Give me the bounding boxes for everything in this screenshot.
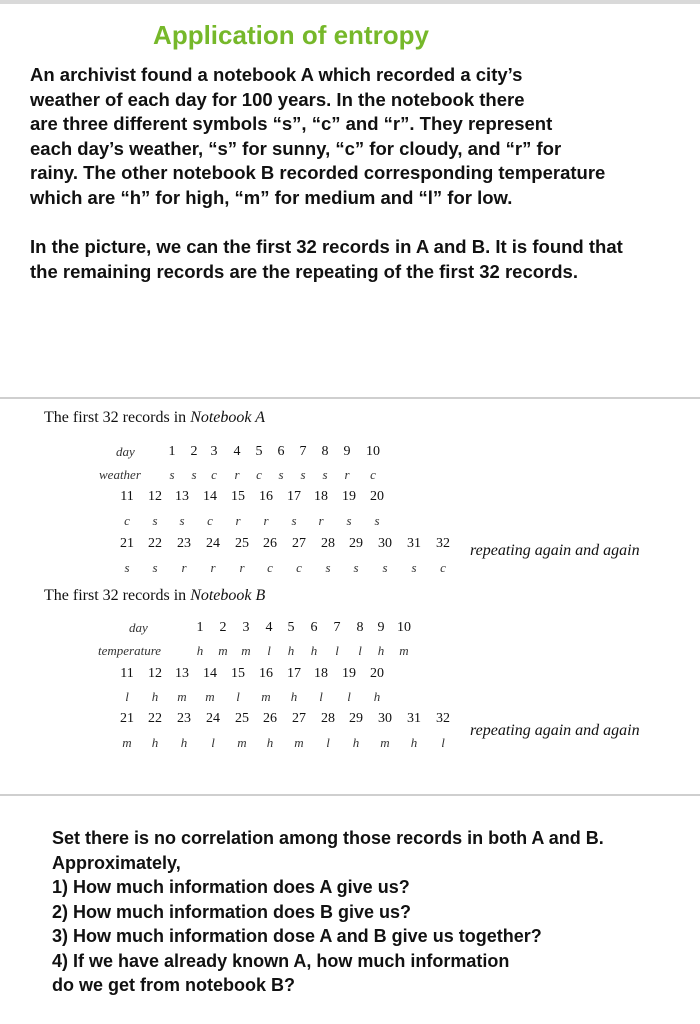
day-cell: 14	[203, 489, 217, 504]
day-cell: 27	[292, 536, 306, 551]
day-cell: 15	[231, 489, 245, 504]
weather-cell: s	[191, 467, 197, 482]
day-cell: 11	[120, 489, 134, 504]
temperature-cell: l	[441, 735, 445, 750]
day-cell: 11	[120, 666, 134, 681]
intro-line: An archivist found a notebook A which recorded a city’s	[30, 64, 523, 85]
day-cell: 30	[378, 711, 392, 726]
day-cell: 4	[265, 620, 273, 635]
day-cell: 26	[263, 536, 277, 551]
day-cell: 10	[397, 620, 411, 635]
temperature-cell: m	[122, 735, 132, 750]
day-label: day	[129, 620, 148, 635]
temperature-cell: h	[196, 643, 204, 658]
temperature-cell: m	[241, 643, 251, 658]
day-cell: 8	[321, 444, 329, 459]
day-cell: 10	[366, 444, 380, 459]
heading-notebook-name: Notebook B	[190, 587, 266, 604]
temperature-cell: l	[335, 643, 339, 658]
day-cell: 12	[148, 666, 162, 681]
day-cell: 2	[219, 620, 227, 635]
day-cell: 22	[148, 711, 162, 726]
day-cell: 12	[148, 489, 162, 504]
temperature-cell: h	[287, 643, 295, 658]
day-cell: 21	[120, 536, 134, 551]
questions-block	[52, 826, 604, 998]
temperature-cell: l	[211, 735, 215, 750]
day-cell: 19	[342, 666, 356, 681]
temperature-cell: m	[218, 643, 228, 658]
day-cell: 29	[349, 536, 363, 551]
temperature-cell: h	[180, 735, 188, 750]
weather-cell: s	[353, 560, 359, 575]
weather-cell: c	[370, 467, 376, 482]
weather-cell: r	[318, 513, 324, 528]
temperature-label: temperature	[98, 643, 162, 658]
day-cell: 27	[292, 711, 306, 726]
day-cell: 31	[407, 711, 421, 726]
temperature-cell: h	[310, 643, 318, 658]
day-label: day	[116, 444, 135, 459]
day-cell: 5	[287, 620, 295, 635]
weather-cell: s	[300, 467, 306, 482]
day-cell: 2	[190, 444, 198, 459]
question-line: Approximately,	[52, 852, 181, 873]
intro-line: which are “h” for high, “m” for medium and “l” for low.	[30, 186, 513, 208]
weather-cell: r	[239, 560, 245, 575]
weather-cell: c	[207, 513, 213, 528]
top-border	[0, 0, 700, 4]
weather-cell: s	[411, 560, 417, 575]
day-cell: 30	[378, 536, 392, 551]
day-cell: 7	[299, 444, 307, 459]
day-cell: 4	[233, 444, 241, 459]
day-cell: 7	[333, 620, 341, 635]
weather-label: weather	[99, 467, 141, 482]
temperature-cell: l	[347, 689, 351, 704]
weather-cell: s	[179, 513, 185, 528]
day-cell: 13	[175, 489, 189, 504]
temperature-cell: h	[373, 689, 381, 704]
day-cell: 8	[356, 620, 364, 635]
question-line: do we get from notebook B?	[52, 975, 295, 995]
day-cell: 17	[287, 666, 301, 681]
day-cell: 32	[436, 711, 450, 726]
day-cell: 6	[310, 620, 318, 635]
temperature-cell: m	[380, 735, 390, 750]
day-cell: 17	[287, 489, 301, 504]
weather-cell: r	[234, 467, 240, 482]
temperature-cell: l	[236, 689, 240, 704]
intro2-line: the remaining records are the repeating of the first 32 records.	[30, 260, 578, 282]
question-line: 2) How much information does B give us?	[52, 901, 412, 922]
weather-cell: s	[346, 513, 352, 528]
day-cell: 6	[277, 444, 285, 459]
day-cell: 18	[314, 666, 328, 681]
day-cell: 3	[242, 620, 250, 635]
temperature-cell: m	[399, 643, 409, 658]
intro-line: are three different symbols “s”, “c” and “r”. They represent	[30, 113, 553, 134]
temperature-cell: m	[237, 735, 247, 750]
temperature-cell: l	[326, 735, 330, 750]
divider	[0, 794, 700, 796]
weather-cell: s	[278, 467, 284, 482]
weather-cell: s	[325, 560, 331, 575]
day-cell: 21	[120, 711, 134, 726]
intro2-line: In the picture, we can the first 32 records in A and B. It is found that	[30, 236, 623, 257]
weather-cell: s	[152, 513, 158, 528]
temperature-cell: m	[294, 735, 304, 750]
heading-prefix: The first 32 records in	[44, 409, 191, 426]
day-cell: 9	[377, 620, 385, 635]
intro-paragraph	[30, 63, 605, 210]
day-cell: 29	[349, 711, 363, 726]
day-cell: 14	[203, 666, 217, 681]
picture-paragraph	[30, 235, 623, 284]
day-cell: 13	[175, 666, 189, 681]
day-cell: 3	[210, 444, 218, 459]
temperature-cell: m	[177, 689, 187, 704]
repeating-note-a: repeating again and again	[470, 542, 640, 559]
weather-cell: r	[181, 560, 187, 575]
heading-notebook-name: Notebook A	[190, 409, 265, 426]
question-line: 4) If we have already known A, how much information	[52, 950, 510, 971]
heading-prefix: The first 32 records in	[44, 587, 191, 604]
weather-cell: s	[124, 560, 130, 575]
day-cell: 25	[235, 711, 249, 726]
temperature-cell: l	[267, 643, 271, 658]
temperature-cell: l	[358, 643, 362, 658]
day-cell: 20	[370, 666, 384, 681]
day-cell: 18	[314, 489, 328, 504]
day-cell: 5	[255, 444, 263, 459]
weather-cell: s	[152, 560, 158, 575]
question-line: Set there is no correlation among those records in both A and B.	[52, 828, 604, 848]
temperature-cell: h	[266, 735, 274, 750]
day-cell: 15	[231, 666, 245, 681]
day-cell: 9	[343, 444, 351, 459]
notebook-a-heading	[44, 409, 265, 427]
day-cell: 24	[206, 536, 220, 551]
temperature-cell: h	[151, 735, 159, 750]
day-cell: 1	[196, 620, 204, 635]
intro-line: each day’s weather, “s” for sunny, “c” for cloudy, and “r” for	[30, 137, 562, 159]
day-cell: 28	[321, 536, 335, 551]
weather-cell: c	[211, 467, 217, 482]
day-cell: 16	[259, 489, 273, 504]
day-cell: 26	[263, 711, 277, 726]
weather-cell: c	[124, 513, 130, 528]
weather-cell: r	[210, 560, 216, 575]
weather-cell: s	[322, 467, 328, 482]
day-cell: 31	[407, 536, 421, 551]
question-line: 1) How much information does A give us?	[52, 877, 410, 897]
intro-line: rainy. The other notebook B recorded corresponding temperature	[30, 162, 606, 183]
weather-cell: c	[256, 467, 262, 482]
temperature-cell: l	[319, 689, 323, 704]
weather-cell: s	[169, 467, 175, 482]
question-line: 3) How much information dose A and B give us together?	[52, 926, 542, 946]
weather-cell: s	[374, 513, 380, 528]
temperature-cell: m	[261, 689, 271, 704]
temperature-cell: h	[290, 689, 298, 704]
day-cell: 32	[436, 536, 450, 551]
divider	[0, 397, 700, 399]
temperature-cell: h	[410, 735, 418, 750]
day-cell: 19	[342, 489, 356, 504]
day-cell: 25	[235, 536, 249, 551]
temperature-cell: l	[125, 689, 129, 704]
day-cell: 28	[321, 711, 335, 726]
weather-cell: r	[263, 513, 269, 528]
temperature-cell: h	[377, 643, 385, 658]
weather-cell: s	[382, 560, 388, 575]
day-cell: 23	[177, 711, 191, 726]
weather-cell: r	[235, 513, 241, 528]
intro-line: weather of each day for 100 years. In the notebook there	[30, 88, 525, 110]
day-cell: 23	[177, 536, 191, 551]
day-cell: 16	[259, 666, 273, 681]
weather-cell: c	[440, 560, 446, 575]
temperature-cell: h	[151, 689, 159, 704]
notebook-b-heading	[44, 587, 265, 605]
temperature-cell: h	[352, 735, 360, 750]
weather-cell: c	[267, 560, 273, 575]
page-title: Application of entropy	[153, 20, 429, 50]
weather-cell: c	[296, 560, 302, 575]
day-cell: 1	[168, 444, 176, 459]
day-cell: 20	[370, 489, 384, 504]
temperature-cell: m	[205, 689, 215, 704]
repeating-note-b: repeating again and again	[470, 722, 640, 739]
day-cell: 24	[206, 711, 220, 726]
day-cell: 22	[148, 536, 162, 551]
weather-cell: r	[344, 467, 350, 482]
weather-cell: s	[291, 513, 297, 528]
